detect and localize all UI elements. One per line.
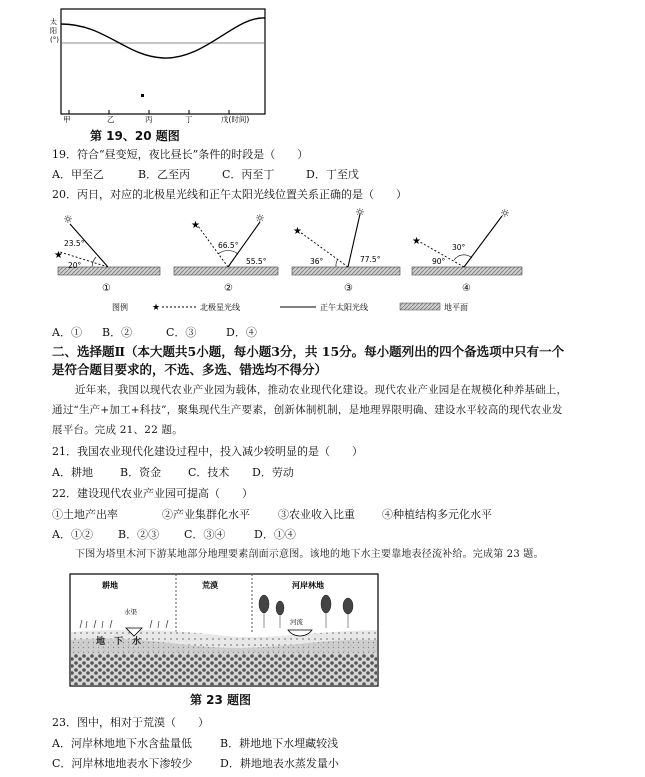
option-b[interactable]: B．耕地地下水埋藏较浅 (220, 737, 339, 750)
figure-19-20-chart (45, 4, 275, 124)
diagram-2 (174, 212, 278, 294)
option-d[interactable]: D．①④ (254, 528, 296, 541)
legend-ground-swatch (400, 303, 440, 310)
question-22: 22．建设现代农业产业园可提高（ ） (52, 487, 253, 500)
x-tick-label: 甲 (63, 115, 71, 124)
legend-title: 图例 (112, 303, 128, 312)
option-c[interactable]: C．③ (166, 326, 197, 339)
question-19: 19．符合“昼变短，夜比昼长”条件的时段是（ ） (52, 148, 309, 161)
chart-frame (61, 9, 265, 114)
star-icon: ★ (191, 220, 200, 231)
figure-23-intro: 下图为塔里木河下游某地部分地理要素剖面示意图。该地的地下水主要靠地表径流补给。完成第 23 题。 (75, 549, 544, 560)
option-b[interactable]: B．② (102, 326, 133, 339)
diagram-4 (412, 207, 522, 294)
angle-label: 55.5° (246, 257, 267, 266)
option-a[interactable]: A．耕地 (52, 466, 93, 479)
legend-polar-label: 北极星光线 (200, 303, 240, 312)
angle-label: 30° (452, 243, 466, 252)
passage-line-2: 通过“生产+加工+科技”，聚集现代生产要素，创新体制机制，是地理界限明确、建设水平较高的现代农业发 (52, 404, 563, 416)
section-2-heading-cont: 是符合题目要求的，不选、多选、错选均不得分） (52, 362, 328, 377)
figure-19-20-caption: 第 19、20 题图 (90, 129, 180, 143)
question-23: 23．图中，相对于荒漠（ ） (52, 716, 209, 729)
polar-ray (300, 232, 348, 267)
x-tick-label: 丁 (185, 115, 193, 124)
sun-icon: ☼ (255, 212, 265, 225)
x-tick-label: 丙 (145, 115, 153, 124)
angle-label: 66.5° (218, 241, 239, 250)
question-21: 21．我国农业现代化建设过程中，投入减少较明显的是（ ） (52, 445, 363, 458)
diagram-3 (292, 206, 400, 294)
angle-arc (218, 250, 238, 254)
star-icon: ★ (152, 303, 161, 313)
sun-icon: ☼ (63, 213, 73, 226)
ground (412, 267, 522, 275)
option-c[interactable]: C．③④ (184, 528, 226, 541)
label-canal: 水渠 (124, 608, 137, 616)
sun-ray (348, 214, 360, 267)
figure-20-diagrams (48, 206, 548, 316)
diagram-number: ④ (462, 283, 471, 294)
gravel-layer (71, 654, 377, 685)
statement-4: ④种植结构多元化水平 (382, 508, 492, 521)
question-20: 20．丙日，对应的北极星光线和正午太阳光线位置关系正确的是（ ） (52, 188, 407, 201)
ground (174, 267, 278, 275)
option-c[interactable]: C．丙至丁 (222, 168, 275, 181)
figure-23-caption: 第 23 题图 (190, 693, 252, 707)
y-axis-label-char-1: 太 (50, 18, 57, 26)
label-riparian-forest: 河岸林地 (292, 581, 324, 590)
y-axis-label (50, 17, 59, 44)
option-c[interactable]: C．河岸林地地表水下渗较少 (52, 757, 193, 770)
statement-1: ①土地产出率 (52, 508, 118, 521)
angle-label: 77.5° (360, 255, 381, 264)
passage-line-3: 展平台。完成 21、22 题。 (52, 424, 183, 436)
option-a[interactable]: A．河岸林地地下水含盐量低 (52, 737, 192, 750)
diagram-1 (54, 213, 160, 294)
diagram-number: ① (102, 283, 111, 294)
star-icon: ★ (412, 236, 421, 247)
label-river: 河流 (290, 618, 303, 626)
option-c[interactable]: C．技术 (188, 466, 230, 479)
data-mark (141, 94, 144, 97)
diagram-number: ③ (344, 283, 353, 294)
legend-sun-label: 正午太阳光线 (320, 303, 368, 312)
x-tick-label: 戊(时间) (221, 115, 250, 124)
ground (292, 267, 400, 275)
diagram-number: ② (224, 283, 233, 294)
statement-3: ③农业收入比重 (278, 508, 355, 521)
statement-2: ②产业集群化水平 (162, 508, 250, 521)
angle-label: 23.5° (64, 239, 85, 248)
sun-icon: ☼ (355, 206, 365, 219)
label-desert: 荒漠 (202, 581, 218, 590)
label-groundwater: 地 下 水 (96, 637, 142, 647)
option-b[interactable]: B．资金 (120, 466, 162, 479)
option-a[interactable]: A．甲至乙 (52, 168, 104, 181)
sun-altitude-curve (61, 18, 265, 58)
legend-ground-label: 地平面 (444, 303, 468, 312)
section-2-heading: 二、选择题Ⅱ（本大题共5小题，每小题3分，共 15分。每小题列出的四个备选项中只有一个 (52, 344, 565, 359)
star-icon: ★ (293, 226, 302, 237)
passage-line-1: 近年来，我国以现代农业产业园为载体，推动农业现代化建设。现代农业产业园是在规模化种养基础上， (75, 384, 568, 396)
x-tick-label: 乙 (107, 115, 115, 124)
option-a[interactable]: A．① (52, 326, 82, 339)
option-d[interactable]: D．劳动 (252, 466, 294, 479)
question-23-options (52, 737, 612, 777)
label-farmland: 耕地 (102, 581, 118, 590)
angle-label: 20° (68, 261, 82, 270)
y-axis-label-char-2: 阳 (50, 27, 57, 35)
option-a[interactable]: A．①② (52, 528, 93, 541)
star-icon: ★ (54, 250, 63, 261)
option-b[interactable]: B．②③ (118, 528, 160, 541)
figure-23-cross-section (66, 570, 382, 690)
y-axis-label-char-3: (°) (50, 36, 59, 44)
option-b[interactable]: B．乙至丙 (138, 168, 191, 181)
legend (112, 302, 468, 313)
option-d[interactable]: D．④ (226, 326, 257, 339)
option-d[interactable]: D．丁至戊 (306, 168, 359, 181)
angle-label: 90° (432, 257, 446, 266)
sun-icon: ☼ (500, 207, 510, 220)
sun-ray (464, 216, 502, 267)
angle-arc (336, 259, 338, 267)
option-d[interactable]: D．耕地地表水蒸发量小 (220, 757, 339, 770)
angle-label: 36° (310, 257, 324, 266)
